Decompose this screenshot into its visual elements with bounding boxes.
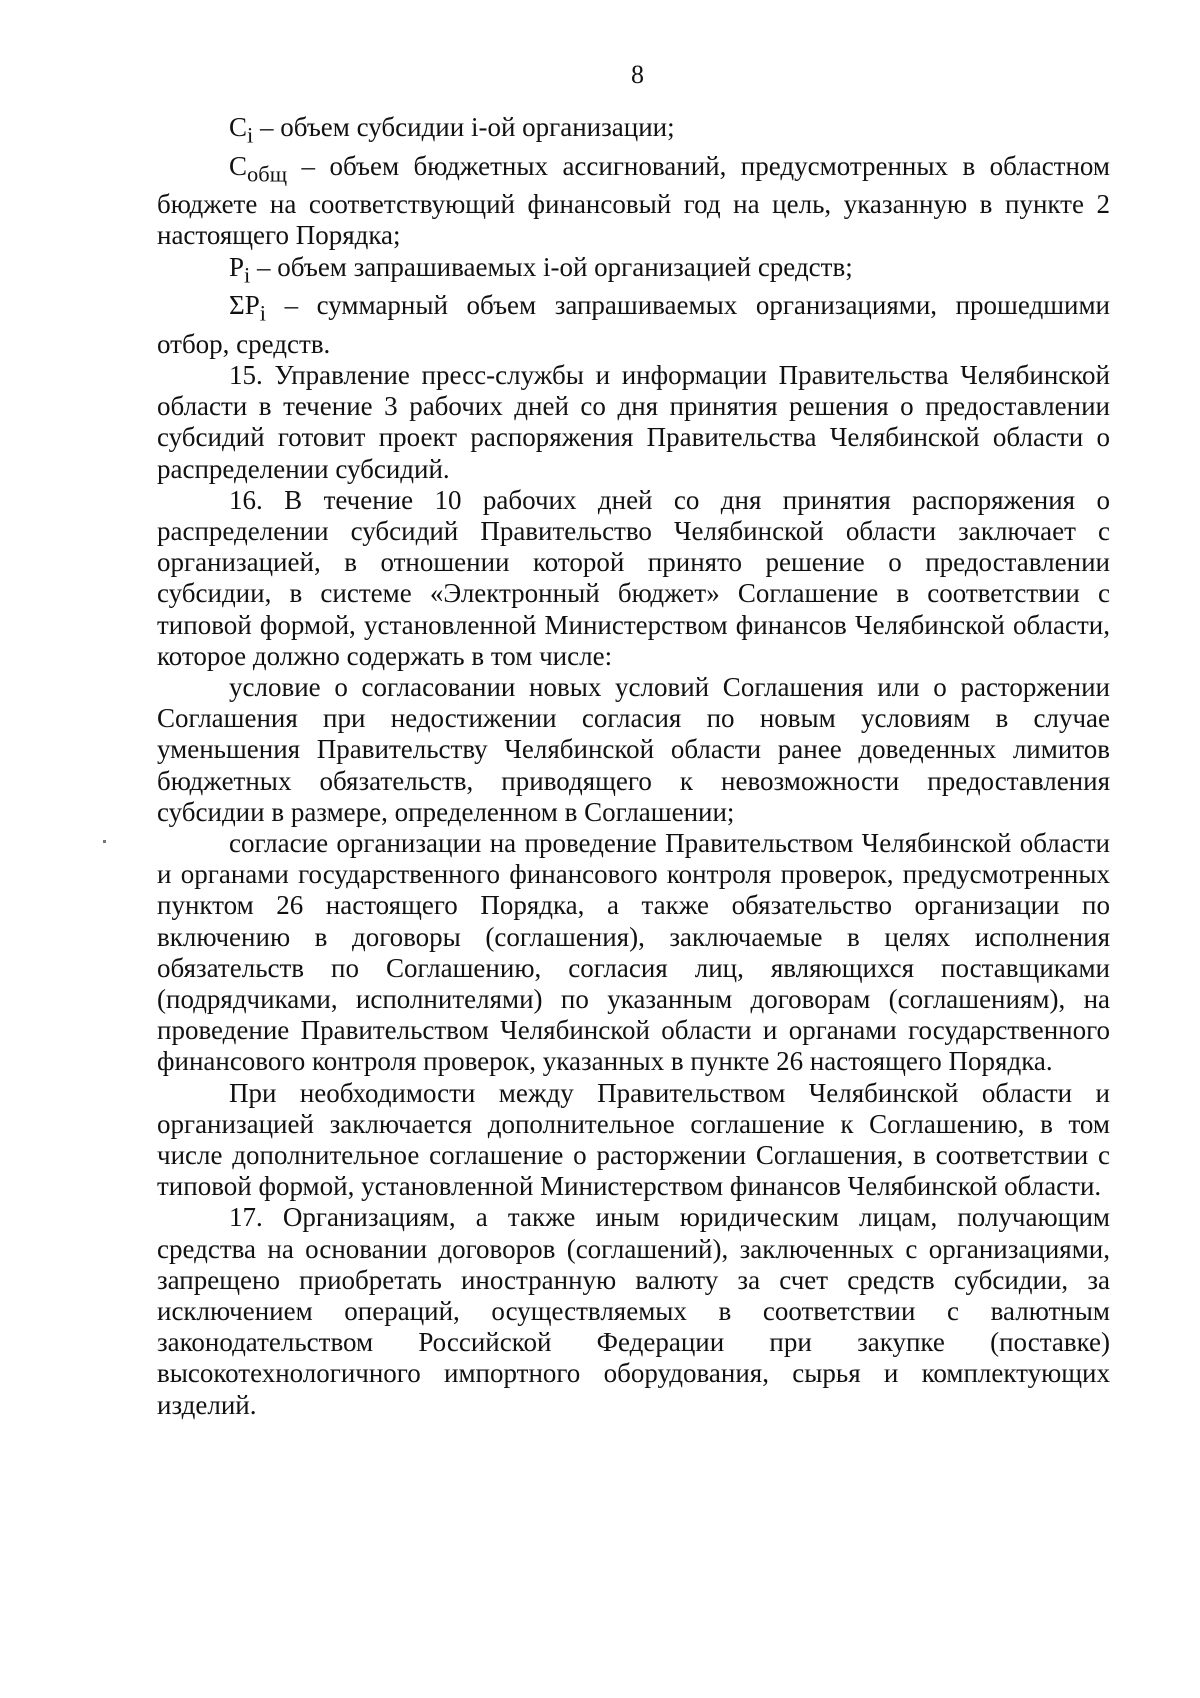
- symbol-cobsch: $C_{общ}$: [229, 150, 288, 186]
- definition-pi: [157, 252, 1110, 291]
- paragraph-16: 16. В течение 10 рабочих дней со дня принятия распоряжения о распределении субсидий Правительство Челябинской области заключает с организацией, в отношении которой принято решение о предоставлении субсидии, в системе «Электронный бюджет» Соглашение в соответствии с типовой формой, установленной Министерством финансов Челябинской области, которое должно содержать в том числе:: [157, 484, 1110, 671]
- definition-cobsch-text: – объем бюджетных ассигнований, предусмотренных в областном бюджете на соответствующий финансовый год на цель, указанную в пункте 2 настоящего Порядка;: [157, 150, 1110, 251]
- definition-cobsch: [157, 151, 1110, 252]
- definition-sum-pi-text: – суммарный объем запрашиваемых организациями, прошедшими отбор, средств.: [157, 290, 1110, 359]
- document-body: [157, 112, 1110, 1421]
- paragraph-16-additional: При необходимости между Правительством Челябинской области и организацией заключается дополнительное соглашение к Соглашению, в том числе дополнительное соглашение о расторжении Соглашения, в соответствии с типовой формой, установленной Министерством финансов Челябинской области.: [157, 1077, 1110, 1202]
- page-number: 8: [631, 60, 644, 89]
- definition-ci: [157, 112, 1110, 151]
- definition-ci-text: – объем субсидии i-ой организации;: [253, 112, 675, 142]
- definition-sum-pi: [157, 290, 1110, 360]
- paragraph-16-condition: условие о согласовании новых условий Соглашения или о расторжении Соглашения при недостижении согласия по новым условиям в случае уменьшения Правительству Челябинской области ранее доведенных лимитов бюджетных обязательств, приводящего к невозможности предоставления субсидии в размере, определенном в Соглашении;: [157, 672, 1110, 827]
- paragraph-15: 15. Управление пресс-службы и информации Правительства Челябинской области в течение 3 рабочих дней со дня принятия решения о предоставлении субсидий готовит проект распоряжения Правительства Челябинской области о распределении субсидий.: [157, 359, 1110, 484]
- definition-pi-text: – объем запрашиваемых i-ой организацией средств;: [250, 251, 853, 282]
- symbol-ci: $C_i$: [229, 112, 254, 148]
- symbol-sum-pi: $\Sigma P_i$: [229, 290, 266, 326]
- paragraph-17: 17. Организациям, а также иным юридическим лицам, получающим средства на основании договоров (соглашений), заключенных с организациями, запрещено приобретать иностранную валюту за счет средств субсидии, за исключением операций, осуществляемых в соответствии с валютным законодательством Российской Федерации при закупке (поставке) высокотехнологичного импортного оборудования, сырья и комплектующих изделий.: [157, 1202, 1110, 1420]
- margin-dot: [103, 840, 106, 843]
- paragraph-16-consent: согласие организации на проведение Правительством Челябинской области и органами государственного финансового контроля проверок, предусмотренных пунктом 26 настоящего Порядка, а также обязательство организации по включению в договоры (соглашения), заключаемые в целях исполнения обязательств по Соглашению, согласия лиц, являющихся поставщиками (подрядчиками, исполнителями) по указанным договорам (соглашениям), на проведение Правительством Челябинской области и органами государственного финансового контроля проверок, указанных в пункте 26 настоящего Порядка.: [157, 828, 1110, 1077]
- symbol-pi: $P_i$: [229, 251, 251, 287]
